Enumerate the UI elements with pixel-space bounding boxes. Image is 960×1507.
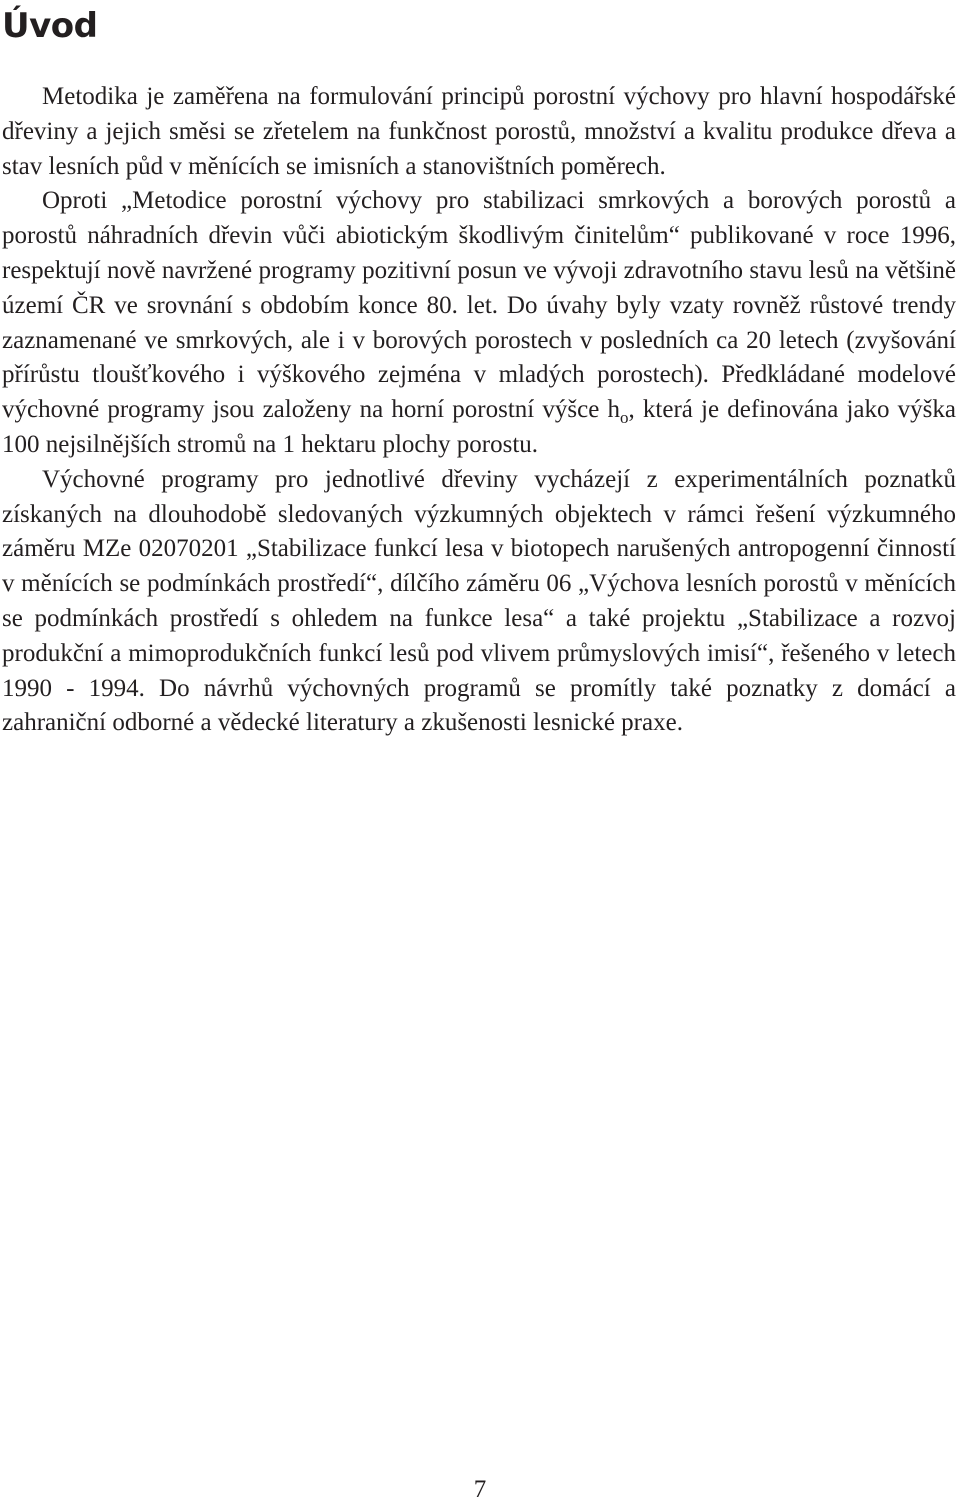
subscript-o: o: [619, 408, 629, 428]
paragraph-methodology: [2, 184, 956, 462]
paragraph-programs: Výchovné programy pro jednotlivé dřeviny vycházejí z experimentálních poznatků získaných na dlouhodobě sledovaných výzkumných objektech v rámci řešení výzkumného záměru MZe 02070201 „Stabilizace funkcí lesa v biotopech narušených antropogenní činností v měnících se podmínkách prostředí“, dílčího záměru 06 „Výchova lesních porostů v měnících se podmínkách prostředí s ohledem na funkce lesa“ a také projektu „Stabilizace a rozvoj produkční a mimoprodukčních funkcí lesů pod vlivem průmyslových imisí“, řešeného v letech 1990 - 1994. Do návrhů výchovných programů se promítly také poznatky z domácí a zahraniční odborné a vědecké literatury a zkušenosti lesnické praxe.: [2, 465, 956, 737]
paragraph-intro: Metodika je zaměřena na formulování principů porostní výchovy pro hlavní hospodářské dřeviny a jejich směsi se zřetelem na funkčnost porostů, množství a kvalitu produkce dřeva a stav lesních půd v měnících se imisních a stanovištních poměrech.: [2, 83, 956, 180]
page-number: 7: [473, 1476, 487, 1503]
paragraph-methodology-text: Oproti „Metodice porostní výchovy pro stabilizaci smrkových a borových porostů a porostů náhradních dřevin vůči abiotickým škodlivým činitelům“ publikované v roce 1996, respektují nově navržené programy pozitivní posun ve vývoji zdravotního stavu lesů na většině území ČR ve srovnání s obdobím konce 80. let. Do úvahy byly vzaty rovněž růstové trendy zaznamenané ve smrkových, ale i v borových porostech v posledních ca 20 letech (zvyšování přírůstu tloušťkového i výškového zejména v mladých porostech). Předkládané modelové výchovné programy jsou založeny na horní porostní výšce h: [2, 187, 956, 424]
paragraph-methodology-text-end: , která je definována jako výška 100 nejsilnějších stromů na 1 hektaru plochy porostu.: [2, 396, 957, 458]
body-text: [2, 80, 956, 741]
page-heading: Úvod: [2, 6, 98, 46]
